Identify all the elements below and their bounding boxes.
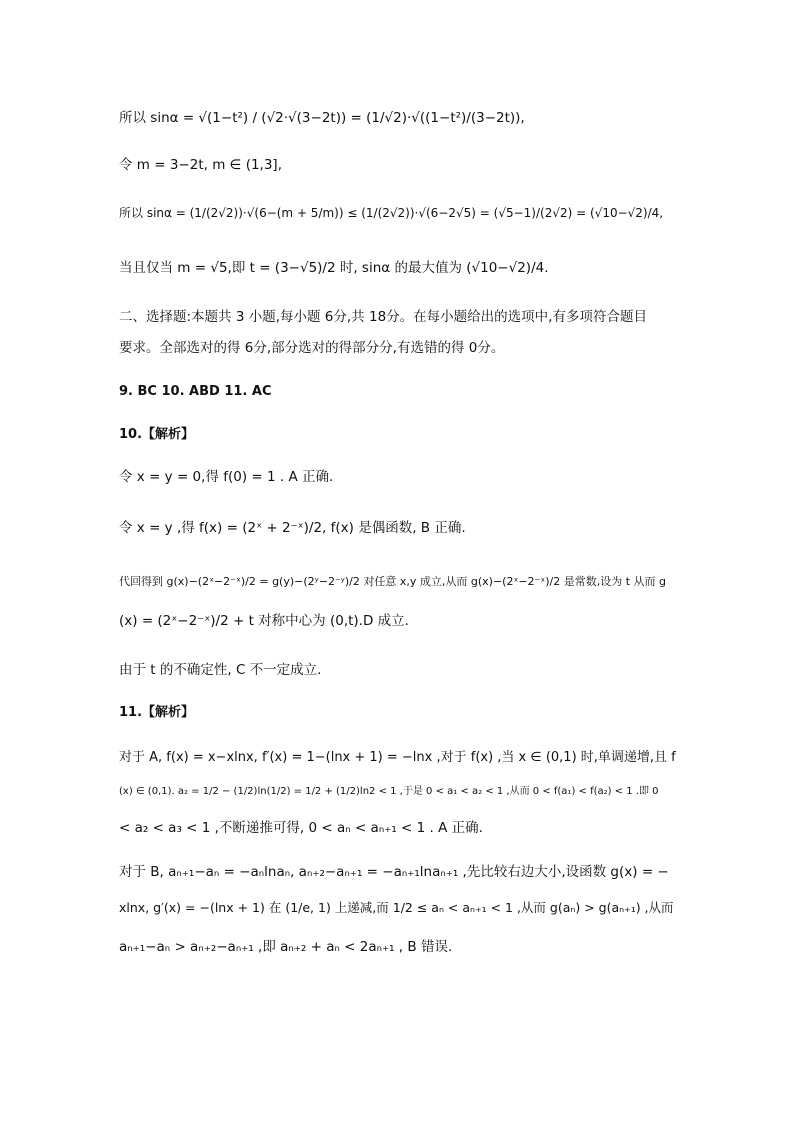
text-line: 对于 B, aₙ₊₁−aₙ = −aₙlnaₙ, aₙ₊₂−aₙ₊₁ = −aₙ₊₁lnaₙ₊₁ ,先比较右边大小,设函数 g(x) = − xyxy=(119,864,669,880)
text-line: 当且仅当 m = √5,即 t = (3−√5)/2 时, sinα 的最大值为 (√10−√2)/4. xyxy=(119,260,549,276)
text-line: (x) = (2ˣ−2⁻ˣ)/2 + t 对称中心为 (0,t).D 成立. xyxy=(119,613,409,629)
text-line: 令 m = 3−2t, m ∈ (1,3], xyxy=(119,157,282,173)
answer-line: 9. BC 10. ABD 11. AC xyxy=(119,384,272,399)
section-heading: 10.【解析】 xyxy=(119,427,195,442)
text-line: 要求。全部选对的得 6分,部分选对的得部分分,有选错的得 0分。 xyxy=(119,340,505,356)
text-line: 令 x = y = 0,得 f(0) = 1 . A 正确. xyxy=(119,469,334,485)
text-line: aₙ₊₁−aₙ > aₙ₊₂−aₙ₊₁ ,即 aₙ₊₂ + aₙ < 2aₙ₊₁ , B 错误. xyxy=(119,939,453,955)
text-line: 对于 A, f(x) = x−xlnx, f′(x) = 1−(lnx + 1) = −lnx ,对于 f(x) ,当 x ∈ (0,1) 时,单调递增,且 f xyxy=(119,750,676,765)
text-line: 所以 sinα = (1/(2√2))·√(6−(m + 5/m)) ≤ (1/(2√2))·√(6−2√5) = (√5−1)/(2√2) = (√10−√2)/4, xyxy=(119,206,664,220)
text-line: 代回得到 g(x)−(2ˣ−2⁻ˣ)/2 = g(y)−(2ʸ−2⁻ʸ)/2 对任意 x,y 成立,从而 g(x)−(2ˣ−2⁻ˣ)/2 是常数,设为 t 从而 g xyxy=(119,575,667,588)
text-line: < a₂ < a₃ < 1 ,不断递推可得, 0 < aₙ < aₙ₊₁ < 1 . A 正确. xyxy=(119,820,483,836)
text-line: 二、选择题:本题共 3 小题,每小题 6分,共 18分。在每小题给出的选项中,有多项符合题目 xyxy=(119,309,647,325)
section-heading: 11.【解析】 xyxy=(119,705,195,720)
text-line: 由于 t 的不确定性, C 不一定成立. xyxy=(119,662,322,678)
text-line: 令 x = y ,得 f(x) = (2ˣ + 2⁻ˣ)/2, f(x) 是偶函数, B 正确. xyxy=(119,520,466,536)
text-line: 所以 sinα = √(1−t²) / (√2·√(3−2t)) = (1/√2)·√((1−t²)/(3−2t)), xyxy=(119,110,525,126)
text-line: xlnx, g′(x) = −(lnx + 1) 在 (1/e, 1) 上递减,而 1/2 ≤ aₙ < aₙ₊₁ < 1 ,从而 g(aₙ) > g(aₙ₊₁) ,从而 xyxy=(119,900,674,915)
text-line: (x) ∈ (0,1). a₂ = 1/2 − (1/2)ln(1/2) = 1/2 + (1/2)ln2 < 1 ,于是 0 < a₁ < a₂ < 1 ,从而 0 < f(a₁) < f(a₂) < 1 .即 0 xyxy=(119,786,659,797)
